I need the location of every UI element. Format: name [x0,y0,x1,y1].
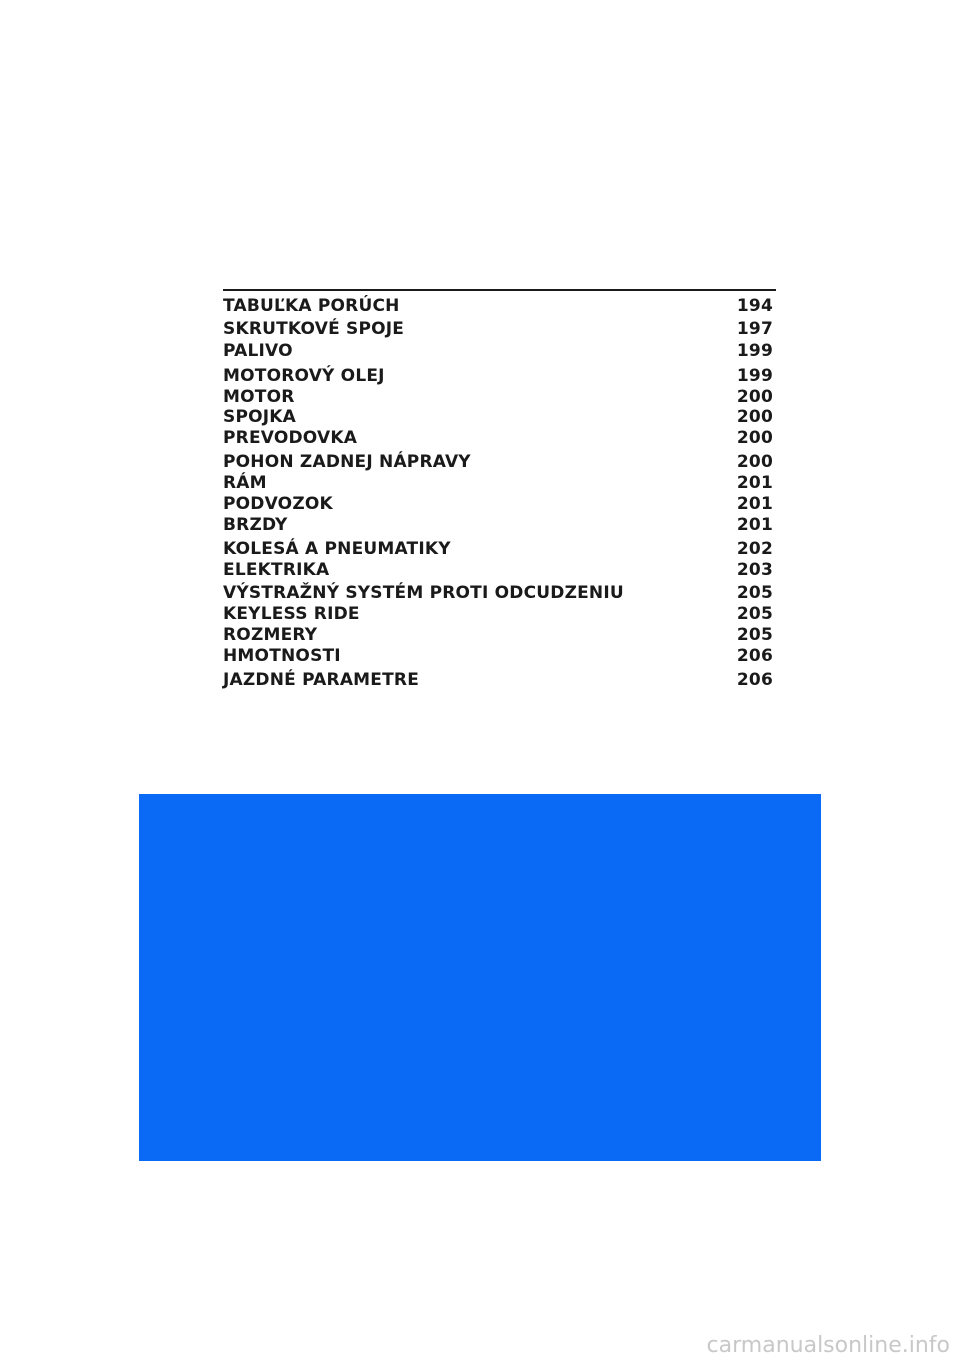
toc-entry-title: RÁM [223,473,267,493]
toc-entry-clutch[interactable] [223,406,776,428]
toc-entry-page: 205 [736,625,773,645]
toc-entry-fuel[interactable] [223,340,776,362]
toc-entry-title: VÝSTRAŽNÝ SYSTÉM PROTI ODCUDZENIU [223,583,624,603]
toc-entry-page: 199 [736,366,773,386]
toc-entry-page: 206 [736,670,773,690]
toc-entry-title: BRZDY [223,515,288,535]
toc-entry-rear-wheel-drive[interactable] [223,451,776,473]
toc-entry-riding-specs[interactable] [223,669,776,691]
toc-entry-frame[interactable] [223,472,776,494]
toc-entry-title: ELEKTRIKA [223,560,330,580]
watermark-text: carmanualsonline.info [706,1333,950,1358]
toc-entry-page: 200 [736,452,773,472]
toc-entry-troubleshooting[interactable] [223,295,776,317]
toc-entry-title: PODVOZOK [223,494,333,514]
toc-entry-title: KEYLESS RIDE [223,604,360,624]
toc-entry-title: PALIVO [223,341,293,361]
toc-entry-page: 199 [736,341,773,361]
toc-entry-page: 200 [736,407,773,427]
toc-entry-screw-connections[interactable] [223,318,776,340]
toc-entry-page: 201 [736,515,773,535]
toc-entry-title: PREVODOVKA [223,428,358,448]
toc-entry-dimensions[interactable] [223,624,776,646]
toc-entry-page: 201 [736,473,773,493]
toc-entry-page: 194 [736,296,773,316]
toc-entry-page: 205 [736,604,773,624]
toc-entry-title: MOTOR [223,387,295,407]
toc-entry-page: 203 [736,560,773,580]
toc-entry-anti-theft-alarm[interactable] [223,582,776,604]
toc-entry-keyless-ride[interactable] [223,603,776,625]
toc-entry-title: SPOJKA [223,407,297,427]
toc-entry-title: MOTOROVÝ OLEJ [223,366,385,386]
toc-entry-page: 201 [736,494,773,514]
toc-entry-wheels-tyres[interactable] [223,538,776,560]
toc-entry-title: SKRUTKOVÉ SPOJE [223,319,405,339]
toc-entry-chassis[interactable] [223,493,776,515]
toc-entry-title: HMOTNOSTI [223,646,341,666]
toc-entry-page: 202 [736,539,773,559]
toc-entry-page: 205 [736,583,773,603]
toc-entry-brakes[interactable] [223,514,776,536]
toc-entry-title: JAZDNÉ PARAMETRE [223,670,420,690]
toc-entry-title: ROZMERY [223,625,318,645]
toc-entry-page: 197 [736,319,773,339]
toc-entry-engine-oil[interactable] [223,365,776,387]
toc-entry-page: 206 [736,646,773,666]
toc-entry-title: POHON ZADNEJ NÁPRAVY [223,452,471,472]
table-of-contents [223,289,776,690]
toc-entry-page: 200 [736,428,773,448]
toc-entry-weights[interactable] [223,645,776,667]
toc-entry-title: KOLESÁ A PNEUMATIKY [223,539,451,559]
toc-entry-title: TABUĽKA PORÚCH [223,296,400,316]
chapter-color-panel [139,794,821,1161]
toc-entry-electrics[interactable] [223,559,776,581]
toc-entry-engine[interactable] [223,386,776,408]
toc-entry-gearbox[interactable] [223,427,776,449]
toc-entry-page: 200 [736,387,773,407]
